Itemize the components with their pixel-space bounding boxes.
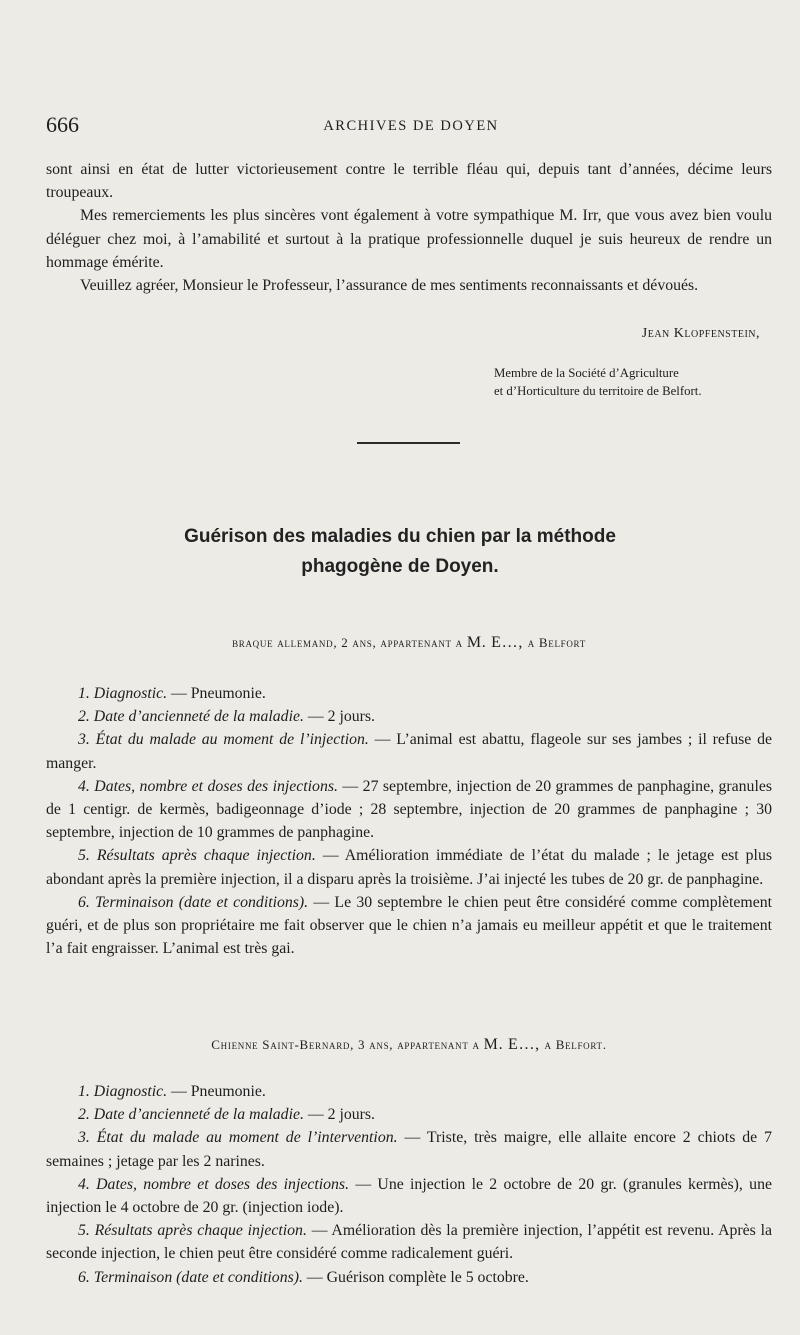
running-head: ARCHIVES DE DOYEN <box>323 118 499 134</box>
affiliation-line: Membre de la Société d’Agriculture <box>494 366 679 380</box>
case-heading-owner: M. E…, <box>466 634 528 651</box>
case-item-text: — Triste, très maigre, elle allaite encore 2 chiots de 7 semaines ; jetage par les 2 narines. <box>46 1129 772 1170</box>
case-item-text: — Amélioration immédiate de l’état du malade ; le jetage est plus abondant après la première injection, il a disparu après la troisième. J’ai injecté les tubes de 20 gr. de panphagine. <box>46 847 772 888</box>
case-item-text: — Guérison complète le 5 octobre. <box>302 1268 529 1286</box>
case-item <box>46 1126 772 1172</box>
case-item-label: 1. Diagnostic. <box>78 685 168 702</box>
case-2-heading <box>46 1036 772 1054</box>
section-divider <box>357 442 460 444</box>
case-item <box>46 1080 772 1103</box>
case-item <box>46 1173 772 1219</box>
case-item-text: — Le 30 septembre le chien peut être considéré comme complètement guéri, et de plus son propriétaire me fait observer que le chien n’a jamais eu meilleur appétit et que le traitement l’a fait engraisser. L’animal est très gai. <box>46 893 772 958</box>
case-1-heading <box>46 634 772 652</box>
letter-body <box>46 158 772 297</box>
case-item-label: 4. Dates, nombre et doses des injections. <box>78 1175 350 1193</box>
case-item-label: 3. État du malade au moment de l’intervention. <box>78 1129 398 1147</box>
case-item-label: 3. État du malade au moment de l’injection. <box>78 731 369 749</box>
article-title-line: Guérison des maladies du chien par la méthode <box>184 526 616 547</box>
case-item <box>46 775 772 845</box>
case-item-label: 5. Résultats après chaque injection. <box>78 1222 307 1240</box>
case-item-label: 4. Dates, nombre et doses des injections. <box>78 777 338 795</box>
case-heading-place: a Belfort. <box>544 1037 607 1052</box>
letter-paragraph: sont ainsi en état de lutter victorieusement contre le terrible fléau qui, depuis tant d’années, décime leurs troupeaux. <box>46 161 772 202</box>
letter-paragraph: Mes remerciements les plus sincères vont également à votre sympathique M. Irr, que vous avez bien voulu déléguer chez moi, à l’amabilité et surtout à la pratique professionnelle duquel je suis heureux de rendre un hommage émérite. <box>46 207 772 271</box>
signature: Jean Klopfenstein, <box>641 326 760 341</box>
case-item <box>46 1103 772 1126</box>
affiliation-line: et d’Horticulture du territoire de Belfort. <box>494 384 702 398</box>
case-item <box>46 844 772 890</box>
case-heading-place: a Belfort <box>527 635 586 650</box>
case-item <box>46 728 772 774</box>
case-item-text: — 2 jours. <box>303 1106 376 1124</box>
case-item-label: 5. Résultats après chaque injection. <box>78 847 316 865</box>
article-title <box>100 522 700 582</box>
page-header <box>46 112 776 142</box>
case-item <box>46 682 772 705</box>
case-item-text: — Amélioration dès la première injection, l’appétit est revenu. Après la seconde injection, le chien peut être considéré comme radicalement guéri. <box>46 1222 772 1263</box>
case-item-label: 2. Date d’ancienneté de la maladie. <box>78 1106 304 1124</box>
case-heading-owner: M. E…, <box>483 1036 545 1053</box>
signature-affiliation <box>494 364 774 400</box>
case-heading-text: Chienne Saint-Bernard, 3 ans, appartenant a <box>211 1037 484 1052</box>
article-title-line: phagogène de Doyen. <box>301 556 499 577</box>
case-item <box>46 1266 772 1289</box>
case-item-text: — Une injection le 2 octobre de 20 gr. (granules kermès), une injection le 4 octobre de 20 gr. (injection iode). <box>46 1175 772 1217</box>
case-item <box>46 891 772 961</box>
case-item-label: 2. Date d’ancienneté de la maladie. <box>78 708 304 726</box>
case-2-items <box>46 1080 772 1289</box>
case-heading-text: braque allemand, 2 ans, appartenant a <box>232 635 467 650</box>
case-1-items <box>46 682 772 960</box>
case-item-text: — Pneumonie. <box>167 685 266 702</box>
case-item-text: — 27 septembre, injection de 20 grammes de panphagine, granules de 1 centigr. de kermès, badigeonnage d’iode ; 28 septembre, injection de 20 grammes de panphagine ; 30 septembre, injection de 10 grammes de panphagine. <box>46 777 772 842</box>
case-item <box>46 705 772 728</box>
case-item <box>46 1219 772 1265</box>
case-item-label: 1. Diagnostic. <box>78 1083 168 1100</box>
case-item-text: — 2 jours. <box>303 708 376 726</box>
letter-paragraph: Veuillez agréer, Monsieur le Professeur, l’assurance de mes sentiments reconnaissants et dévoués. <box>80 277 699 295</box>
case-item-text: — Pneumonie. <box>167 1083 266 1100</box>
case-item-label: 6. Terminaison (date et conditions). <box>78 1268 303 1286</box>
page-number: 666 <box>46 112 79 137</box>
case-item-label: 6. Terminaison (date et conditions). <box>78 893 309 911</box>
case-item-text: — L’animal est abattu, flageole sur ses jambes ; il refuse de manger. <box>46 731 773 772</box>
